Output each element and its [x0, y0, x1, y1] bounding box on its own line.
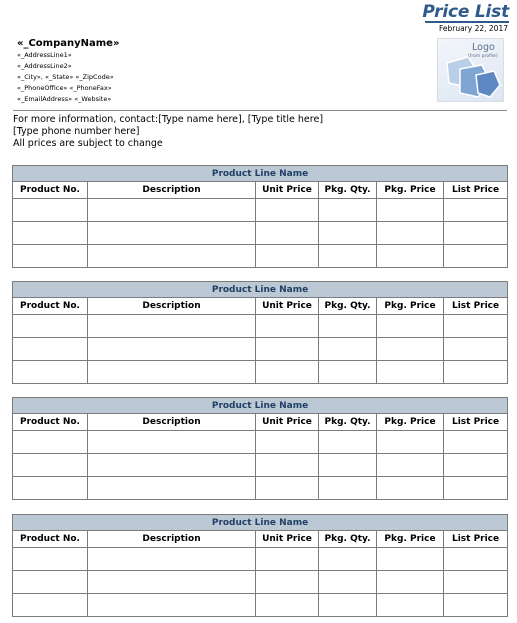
contact-block — [13, 114, 323, 150]
column-header-pkg-price: Pkg. Price — [377, 182, 444, 199]
column-header-pkg-qty: Pkg. Qty. — [319, 414, 377, 431]
contact-info-line[interactable]: For more information, contact:[Type name here], [Type title here] — [13, 114, 324, 125]
description-cell[interactable] — [88, 199, 256, 222]
description-cell[interactable] — [88, 548, 256, 571]
unit-price-cell[interactable] — [256, 548, 319, 571]
pkg-price-cell[interactable] — [377, 338, 444, 361]
price-notice: All prices are subject to change — [13, 138, 163, 149]
list-price-cell[interactable] — [444, 548, 508, 571]
description-cell[interactable] — [88, 594, 256, 617]
pkg-qty-cell[interactable] — [319, 477, 377, 500]
column-header-description: Description — [88, 182, 256, 199]
product-no-cell[interactable] — [13, 454, 88, 477]
column-header-list-price: List Price — [444, 298, 508, 315]
product-no-cell[interactable] — [13, 245, 88, 268]
column-header-unit-price: Unit Price — [256, 531, 319, 548]
unit-price-cell[interactable] — [256, 431, 319, 454]
pkg-price-cell[interactable] — [377, 477, 444, 500]
product-no-cell[interactable] — [13, 431, 88, 454]
company-name[interactable]: «_CompanyName» — [17, 38, 120, 49]
list-price-cell[interactable] — [444, 571, 508, 594]
product-no-cell[interactable] — [13, 222, 88, 245]
product-no-cell[interactable] — [13, 199, 88, 222]
pkg-qty-cell[interactable] — [319, 361, 377, 384]
column-header-description: Description — [88, 298, 256, 315]
logo-sublabel: (from profile) — [468, 54, 498, 59]
table-row — [13, 477, 508, 500]
description-cell[interactable] — [88, 245, 256, 268]
unit-price-cell[interactable] — [256, 454, 319, 477]
product-no-cell[interactable] — [13, 477, 88, 500]
pkg-price-cell[interactable] — [377, 245, 444, 268]
column-header-description: Description — [88, 531, 256, 548]
unit-price-cell[interactable] — [256, 315, 319, 338]
unit-price-cell[interactable] — [256, 199, 319, 222]
unit-price-cell[interactable] — [256, 594, 319, 617]
column-header-pkg-qty: Pkg. Qty. — [319, 182, 377, 199]
list-price-cell[interactable] — [444, 431, 508, 454]
email-website[interactable]: «_EmailAddress» «_Website» — [17, 95, 112, 103]
column-header-product-no: Product No. — [13, 414, 88, 431]
unit-price-cell[interactable] — [256, 222, 319, 245]
pkg-qty-cell[interactable] — [319, 199, 377, 222]
column-header-pkg-price: Pkg. Price — [377, 414, 444, 431]
list-price-cell[interactable] — [444, 222, 508, 245]
table-row — [13, 361, 508, 384]
product-no-cell[interactable] — [13, 548, 88, 571]
pkg-price-cell[interactable] — [377, 548, 444, 571]
description-cell[interactable] — [88, 361, 256, 384]
page-title: Price List — [422, 2, 509, 22]
table-row — [13, 245, 508, 268]
unit-price-cell[interactable] — [256, 361, 319, 384]
pkg-qty-cell[interactable] — [319, 594, 377, 617]
description-cell[interactable] — [88, 477, 256, 500]
table-row — [13, 594, 508, 617]
product-line-name[interactable]: Product Line Name — [13, 398, 508, 414]
pkg-price-cell[interactable] — [377, 571, 444, 594]
header-divider — [13, 110, 507, 111]
pkg-qty-cell[interactable] — [319, 222, 377, 245]
pkg-price-cell[interactable] — [377, 222, 444, 245]
description-cell[interactable] — [88, 454, 256, 477]
table-row — [13, 548, 508, 571]
column-header-pkg-qty: Pkg. Qty. — [319, 531, 377, 548]
pkg-qty-cell[interactable] — [319, 315, 377, 338]
column-header-product-no: Product No. — [13, 298, 88, 315]
table-row — [13, 338, 508, 361]
pkg-qty-cell[interactable] — [319, 338, 377, 361]
pkg-price-cell[interactable] — [377, 594, 444, 617]
list-price-cell[interactable] — [444, 199, 508, 222]
address-line-1[interactable]: «_AddressLine1» — [17, 51, 72, 59]
product-no-cell[interactable] — [13, 361, 88, 384]
title-underline — [425, 21, 509, 23]
logo-label: Logo — [472, 42, 495, 53]
contact-phone-line[interactable]: [Type phone number here] — [13, 126, 140, 137]
pkg-price-cell[interactable] — [377, 454, 444, 477]
column-header-list-price: List Price — [444, 531, 508, 548]
column-header-unit-price: Unit Price — [256, 182, 319, 199]
column-header-unit-price: Unit Price — [256, 298, 319, 315]
product-table — [12, 165, 508, 268]
column-header-product-no: Product No. — [13, 531, 88, 548]
table-row — [13, 315, 508, 338]
description-cell[interactable] — [88, 338, 256, 361]
document-date: February 22, 2017 — [438, 24, 508, 33]
table-row — [13, 431, 508, 454]
address-line-2[interactable]: «_AddressLine2» — [17, 62, 72, 70]
city-state-zip[interactable]: «_City», «_State» «_ZipCode» — [17, 73, 114, 81]
product-no-cell[interactable] — [13, 315, 88, 338]
column-header-unit-price: Unit Price — [256, 414, 319, 431]
list-price-cell[interactable] — [444, 477, 508, 500]
pkg-qty-cell[interactable] — [319, 454, 377, 477]
product-no-cell[interactable] — [13, 594, 88, 617]
column-header-product-no: Product No. — [13, 182, 88, 199]
column-header-pkg-price: Pkg. Price — [377, 298, 444, 315]
pkg-qty-cell[interactable] — [319, 245, 377, 268]
pkg-qty-cell[interactable] — [319, 548, 377, 571]
table-row — [13, 222, 508, 245]
unit-price-cell[interactable] — [256, 245, 319, 268]
product-table — [12, 281, 508, 384]
unit-price-cell[interactable] — [256, 571, 319, 594]
pkg-price-cell[interactable] — [377, 315, 444, 338]
list-price-cell[interactable] — [444, 361, 508, 384]
pkg-price-cell[interactable] — [377, 431, 444, 454]
unit-price-cell[interactable] — [256, 338, 319, 361]
company-block — [17, 38, 119, 105]
pkg-qty-cell[interactable] — [319, 431, 377, 454]
logo-placeholder[interactable] — [437, 38, 504, 102]
table-row — [13, 199, 508, 222]
pkg-price-cell[interactable] — [377, 361, 444, 384]
phone-numbers[interactable]: «_PhoneOffice» «_PhoneFax» — [17, 84, 112, 92]
description-cell[interactable] — [88, 431, 256, 454]
column-header-list-price: List Price — [444, 182, 508, 199]
unit-price-cell[interactable] — [256, 477, 319, 500]
column-header-pkg-qty: Pkg. Qty. — [319, 298, 377, 315]
list-price-cell[interactable] — [444, 245, 508, 268]
product-line-name[interactable]: Product Line Name — [13, 166, 508, 182]
product-table — [12, 397, 508, 500]
product-table — [12, 514, 508, 617]
pkg-qty-cell[interactable] — [319, 571, 377, 594]
description-cell[interactable] — [88, 315, 256, 338]
list-price-cell[interactable] — [444, 338, 508, 361]
column-header-list-price: List Price — [444, 414, 508, 431]
description-cell[interactable] — [88, 222, 256, 245]
table-row — [13, 454, 508, 477]
product-no-cell[interactable] — [13, 338, 88, 361]
pkg-price-cell[interactable] — [377, 199, 444, 222]
list-price-cell[interactable] — [444, 594, 508, 617]
product-line-name[interactable]: Product Line Name — [13, 282, 508, 298]
column-header-description: Description — [88, 414, 256, 431]
column-header-pkg-price: Pkg. Price — [377, 531, 444, 548]
product-line-name[interactable]: Product Line Name — [13, 515, 508, 531]
list-price-cell[interactable] — [444, 454, 508, 477]
table-row — [13, 571, 508, 594]
description-cell[interactable] — [88, 571, 256, 594]
product-no-cell[interactable] — [13, 571, 88, 594]
list-price-cell[interactable] — [444, 315, 508, 338]
